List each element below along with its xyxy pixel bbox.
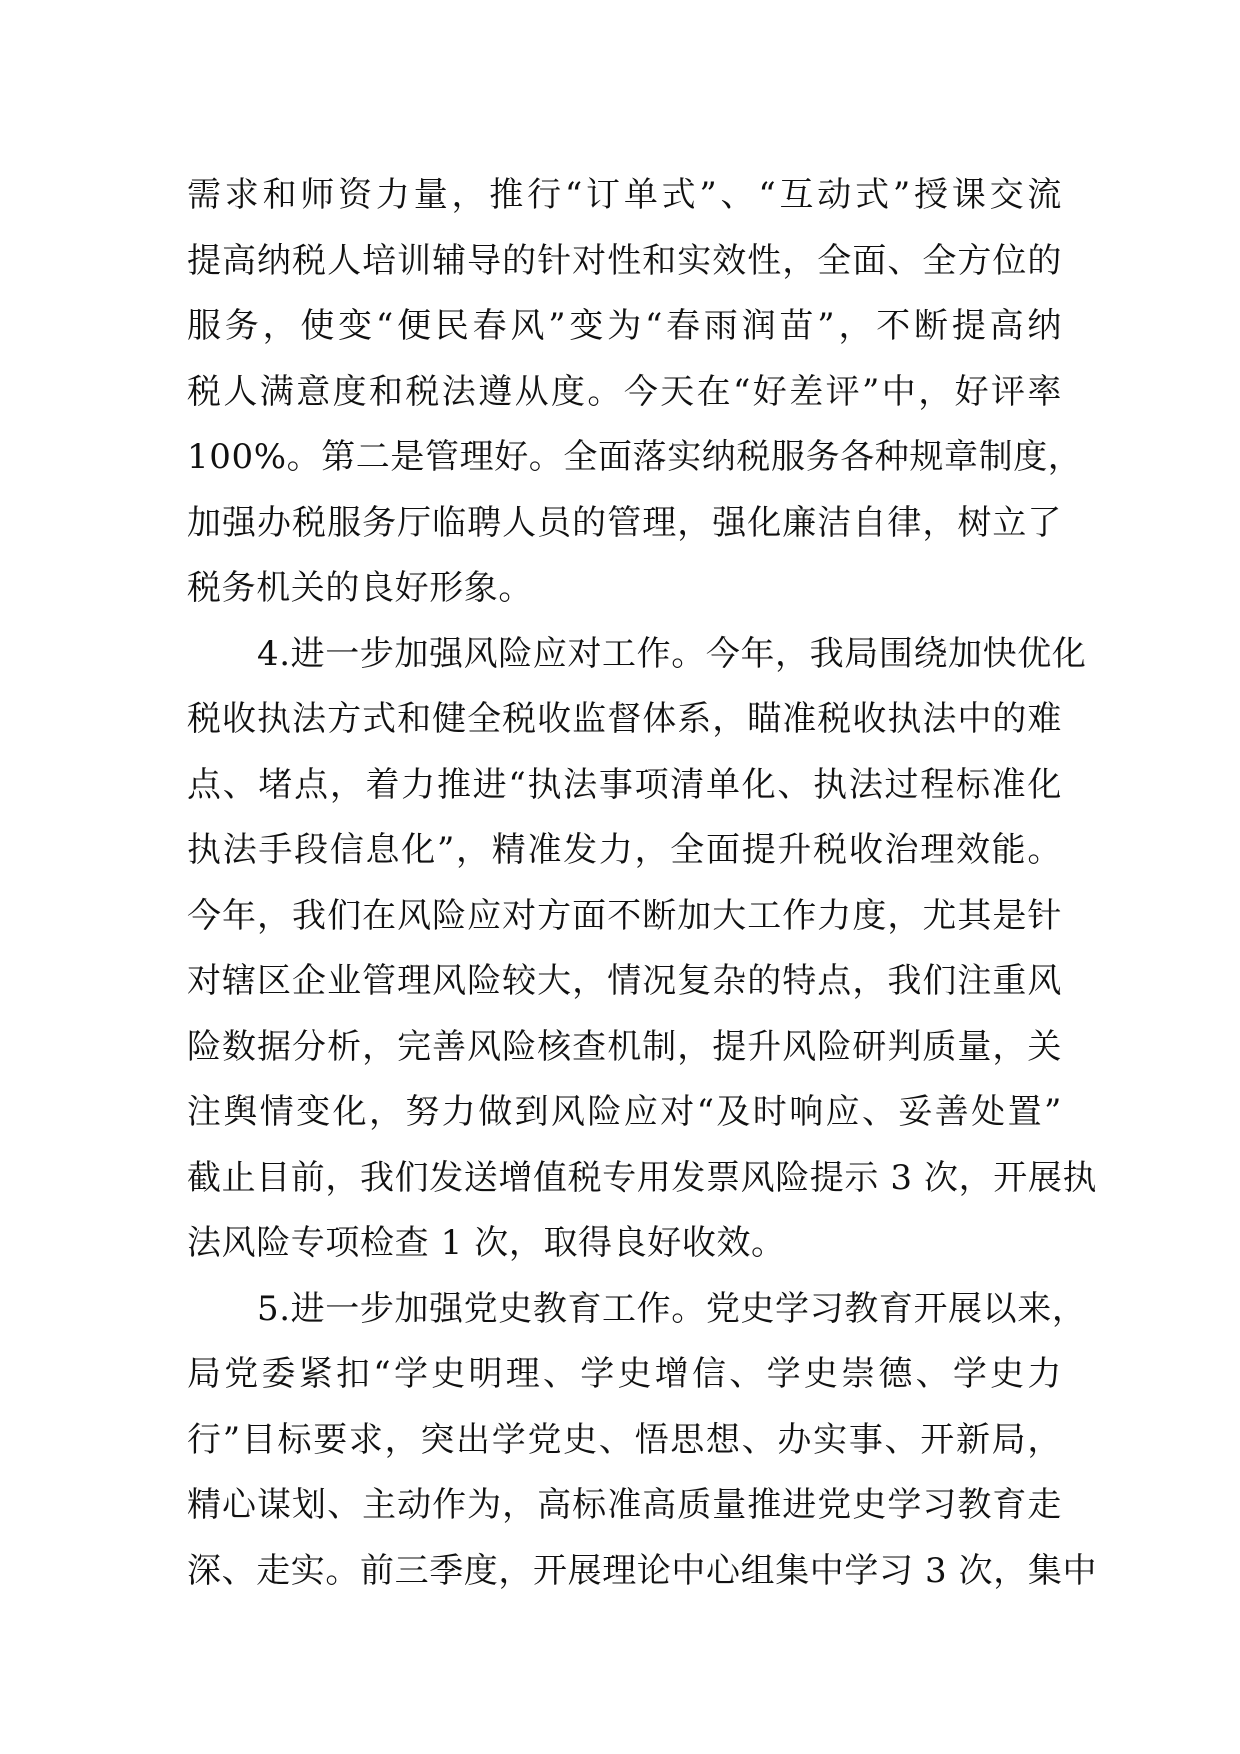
text-line: 执法手段信息化”，精准发力，全面提升税收治理效能。 — [187, 830, 1062, 870]
text-line: 税务机关的良好形象。 — [187, 568, 533, 608]
text-line: 100%。第二是管理好。全面落实纳税服务各种规章制度， — [187, 437, 1083, 477]
text-line: 法风险专项检查 1 次，取得良好收效。 — [187, 1223, 786, 1263]
text-line: 险数据分析，完善风险核查机制，提升风险研判质量，关 — [187, 1026, 1062, 1067]
text-line: 税人满意度和税法遵从度。今天在“好差评”中，好评率 — [187, 371, 1062, 412]
text-line: 截止目前，我们发送增值税专用发票风险提示 3 次，开展执 — [187, 1157, 1098, 1198]
text-line: 今年，我们在风险应对方面不断加大工作力度，尤其是针 — [187, 895, 1062, 936]
text-line: 精心谋划、主动作为，高标准高质量推进党史学习教育走 — [187, 1485, 1062, 1525]
paragraph-start-line: 5.进一步加强党史教育工作。党史学习教育开展以来， — [257, 1288, 1087, 1329]
text-line: 服务，使变“便民春风”变为“春雨润苗”，不断提高纳 — [187, 306, 1062, 346]
paragraph-start-line: 4.进一步加强风险应对工作。今年，我局围绕加快优化 — [257, 633, 1087, 674]
text-line: 税收执法方式和健全税收监督体系，瞄准税收执法中的难 — [187, 699, 1062, 739]
text-line: 需求和师资力量，推行“订单式”、“互动式”授课交流 — [187, 175, 1062, 215]
text-line: 加强办税服务厅临聘人员的管理，强化廉洁自律，树立了 — [187, 502, 1062, 543]
text-line: 提高纳税人培训辅导的针对性和实效性，全面、全方位的 — [187, 240, 1062, 281]
text-line: 局党委紧扣“学史明理、学史增信、学史崇德、学史力 — [187, 1354, 1062, 1394]
text-line: 点、堵点，着力推进“执法事项清单化、执法过程标准化 — [187, 764, 1062, 805]
text-line: 注舆情变化，努力做到风险应对“及时响应、妥善处置” — [187, 1092, 1062, 1132]
text-line: 对辖区企业管理风险较大，情况复杂的特点，我们注重风 — [187, 961, 1062, 1001]
text-line: 深、走实。前三季度，开展理论中心组集中学习 3 次，集中 — [187, 1550, 1098, 1591]
text-line: 行”目标要求，突出学党史、悟思想、办实事、开新局， — [187, 1419, 1062, 1460]
document-body — [187, 163, 1098, 1604]
